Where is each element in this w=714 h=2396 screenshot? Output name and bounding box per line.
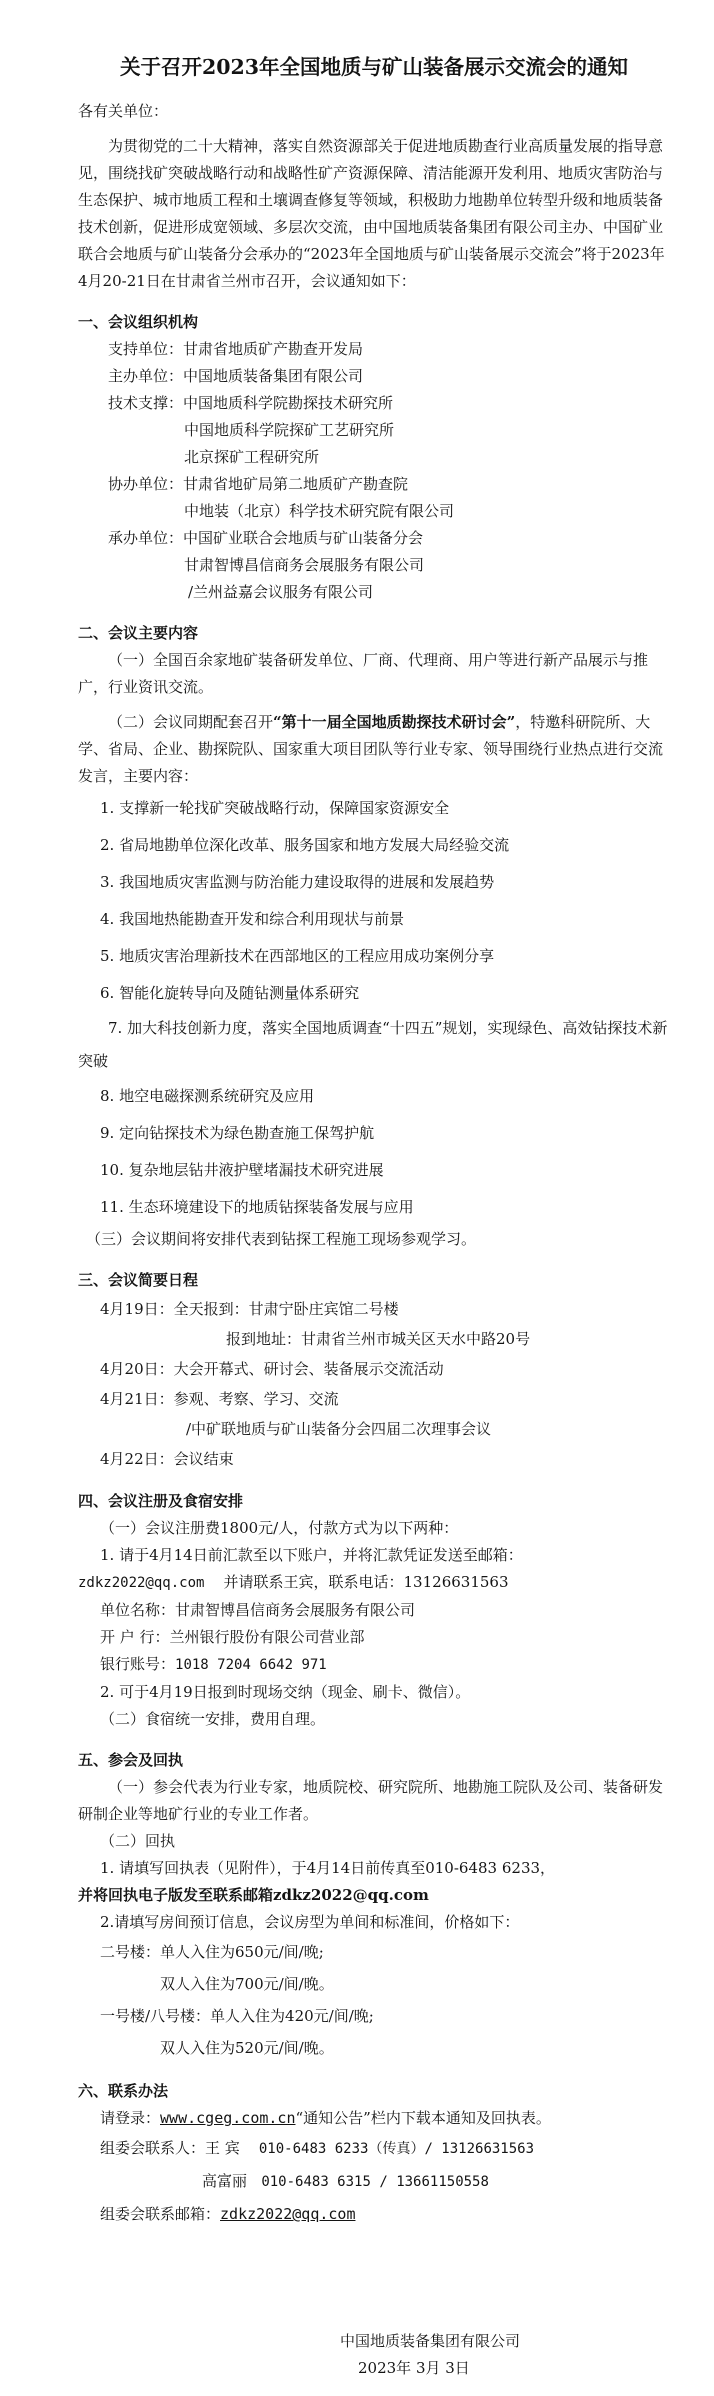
topic-item: 5. 地质灾害治理新技术在西部地区的工程应用成功案例分享 <box>100 947 495 965</box>
account-label: 银行账号： <box>100 1655 176 1673</box>
host-label: 主办单位： <box>108 367 184 385</box>
co-label: 协办单位： <box>108 475 184 493</box>
signature-date: 2023年 3月 3日 <box>358 2359 470 2377</box>
contact-1-name: 王 宾 <box>205 2139 240 2157</box>
attendee-paragraph: （一）参会代表为行业专家，地质院校、研究院所、地勘施工院队及公司、装备研发研制企业等地矿行业的专业工作者。 <box>78 1778 664 1823</box>
co-value: 中地装（北京）科学技术研究院有限公司 <box>184 502 455 520</box>
building-1-single: 一号楼/八号楼：单人入住为420元/间/晚; <box>100 2007 374 2025</box>
website-link[interactable]: www.cgeg.com.cn <box>160 2109 296 2127</box>
contact-2 <box>78 2165 670 2198</box>
section-6-heading: 六、联系办法 <box>78 2082 169 2100</box>
schedule-day3: 4月21日：参观、考察、学习、交流 <box>100 1390 339 1408</box>
receipt-step-1: 1. 请填写回执表（见附件），于4月14日前传真至010-6483 6233， <box>100 1859 556 1877</box>
topic-item: 3. 我国地质灾害监测与防治能力建设取得的进展和发展趋势 <box>100 873 495 891</box>
topic-item: 11. 生态环境建设下的地质钻探装备发展与应用 <box>100 1198 414 1216</box>
section-2-heading: 二、会议主要内容 <box>78 624 199 642</box>
payment-contact-text: 并请联系王宾，联系电话：13126631563 <box>223 1573 509 1591</box>
contact-label: 组委会联系人： <box>100 2139 206 2157</box>
contact-2-phone: 010-6483 6315 / 13661150558 <box>261 2174 489 2190</box>
content-paragraph-2 <box>78 709 670 790</box>
organizer-value: 甘肃智博昌信商务会展服务有限公司 <box>184 556 425 574</box>
p2-post: ，特邀科研院所、大学、省局、企业、勘探院队、国家重大项目团队等行业专家、领导围绕行业热点进行交流发言，主要内容： <box>78 713 664 785</box>
schedule-address: 报到地址：甘肃省兰州市城关区天水中路20号 <box>226 1330 531 1348</box>
schedule-day1: 4月19日：全天报到：甘肃宁卧庄宾馆二号楼 <box>100 1300 399 1318</box>
tech-label: 技术支撑： <box>108 394 184 412</box>
contact-email <box>78 2198 670 2230</box>
login-suffix: “通知公告”栏内下载本通知及回执表。 <box>295 2109 551 2127</box>
co-value: 甘肃省地矿局第二地质矿产勘查院 <box>183 475 409 493</box>
support-unit <box>78 336 670 363</box>
unit-label: 单位名称： <box>100 1601 176 1619</box>
schedule-day3-meeting: /中矿联地质与矿山装备分会四届二次理事会议 <box>186 1420 492 1438</box>
bank-label: 开 户 行： <box>100 1628 170 1646</box>
section-1-heading: 一、会议组织机构 <box>78 313 199 331</box>
food-lodging: （二）食宿统一安排，费用自理。 <box>100 1710 326 1728</box>
contact-1-phone: 010-6483 6233（传真）/ 13126631563 <box>258 2141 535 2157</box>
receipt-heading: （二）回执 <box>100 1832 176 1850</box>
organizer-value: /兰州益嘉会议服务有限公司 <box>188 583 374 601</box>
seminar-name: “第十一届全国地质勘探技术研讨会” <box>273 713 516 731</box>
payment-method-2: 2. 可于4月19日报到时现场交纳（现金、刷卡、微信）。 <box>100 1683 471 1701</box>
contact-email-link[interactable]: zdkz2022@qq.com <box>220 2205 356 2223</box>
content-paragraph-3: （三）会议期间将安排代表到钻探工程施工现场参观学习。 <box>86 1230 477 1248</box>
support-label: 支持单位： <box>108 340 184 358</box>
schedule-day4: 4月22日：会议结束 <box>100 1450 234 1468</box>
contact-1 <box>78 2132 670 2165</box>
account-number <box>78 1651 670 1679</box>
tech-value: 中国地质科学院探矿工艺研究所 <box>184 421 395 439</box>
topic-item: 1. 支撑新一轮找矿突破战略行动，保障国家资源安全 <box>100 799 450 817</box>
support-value: 甘肃省地质矿产勘查开发局 <box>183 340 364 358</box>
login-prefix: 请登录： <box>100 2109 161 2127</box>
schedule-day2: 4月20日：大会开幕式、研讨会、装备展示交流活动 <box>100 1360 444 1378</box>
topic-item: 2. 省局地勘单位深化改革、服务国家和地方发展大局经验交流 <box>100 836 510 854</box>
email-label: 组委会联系邮箱： <box>100 2205 221 2223</box>
content-paragraph-1: （一）全国百余家地矿装备研发单位、厂商、代理商、用户等进行新产品展示与推广，行业资讯交流。 <box>78 651 649 696</box>
intro-paragraph: 为贯彻党的二十大精神，落实自然资源部关于促进地质勘查行业高质量发展的指导意见，围绕找矿突破战略行动和战略性矿产资源保障、清洁能源开发利用、地质灾害防治与生态保护、城市地质工程和土壤调查修复等领域，积极助力地勘单位转型升级和地质装备技术创新，促进形成宽领域、多层次交流，由中国地质装备集团有限公司主办、中国矿业联合会地质与矿山装备分会承办的“2023年全国地质与矿山装备展示交流会”将于2023年4月20-21日在甘肃省兰州市召开，会议通知如下： <box>78 137 665 290</box>
contact-2-name: 高富丽 <box>202 2172 248 2190</box>
salutation: 各有关单位： <box>78 102 169 120</box>
tech-support <box>78 390 670 417</box>
section-3-heading: 三、会议简要日程 <box>78 1271 199 1289</box>
organizer-value: 中国矿业联合会地质与矿山装备分会 <box>183 529 424 547</box>
receipt-step-1-email: 并将回执电子版发至联系邮箱zdkz2022@qq.com <box>78 1886 429 1904</box>
unit-value: 甘肃智博昌信商务会展服务有限公司 <box>175 1601 416 1619</box>
payment-email[interactable]: zdkz2022@qq.com <box>78 1575 205 1591</box>
account-bank <box>78 1624 670 1651</box>
section-5-heading: 五、参会及回执 <box>78 1751 184 1769</box>
document-title: 关于召开2023年全国地质与矿山装备展示交流会的通知 <box>119 55 629 79</box>
payment-method-1: 1. 请于4月14日前汇款至以下账户，并将汇款凭证发送至邮箱： <box>100 1546 523 1564</box>
topic-item: 10. 复杂地层钻井液护壁堵漏技术研究进展 <box>100 1161 384 1179</box>
building-2-double: 双人入住为700元/间/晚。 <box>160 1975 334 1993</box>
topic-item: 9. 定向钻探技术为绿色勘查施工保驾护航 <box>100 1124 375 1142</box>
host-value: 中国地质装备集团有限公司 <box>183 367 364 385</box>
building-1-double: 双人入住为520元/间/晚。 <box>160 2039 334 2057</box>
registration-fee: （一）会议注册费1800元/人，付款方式为以下两种： <box>100 1519 459 1537</box>
topic-item: 7. 加大科技创新力度，落实全国地质调查“十四五”规划，实现绿色、高效钻探技术新突破 <box>78 1019 668 1070</box>
topic-item: 8. 地空电磁探测系统研究及应用 <box>100 1087 315 1105</box>
host-unit <box>78 363 670 390</box>
signature-org: 中国地质装备集团有限公司 <box>340 2332 521 2350</box>
receipt-step-2: 2.请填写房间预订信息，会议房型为单间和标准间，价格如下： <box>100 1913 520 1931</box>
topic-item: 4. 我国地热能勘查开发和综合利用现状与前景 <box>100 910 405 928</box>
building-2-single: 二号楼：单人入住为650元/间/晚; <box>100 1943 324 1961</box>
p2-pre: （二）会议同期配套召开 <box>108 713 274 731</box>
section-4-heading: 四、会议注册及食宿安排 <box>78 1492 244 1510</box>
account-unit <box>78 1597 670 1624</box>
account-value: 1018 7204 6642 971 <box>175 1657 327 1673</box>
topic-item: 6. 智能化旋转导向及随钻测量体系研究 <box>100 984 360 1002</box>
download-instruction <box>78 2105 670 2132</box>
bank-value: 兰州银行股份有限公司营业部 <box>169 1628 365 1646</box>
co-organizer <box>78 471 670 498</box>
organizer-label: 承办单位： <box>108 529 184 547</box>
tech-value: 中国地质科学院勘探技术研究所 <box>183 394 394 412</box>
payment-contact <box>78 1569 670 1597</box>
tech-value: 北京探矿工程研究所 <box>184 448 320 466</box>
organizer-unit <box>78 525 670 552</box>
